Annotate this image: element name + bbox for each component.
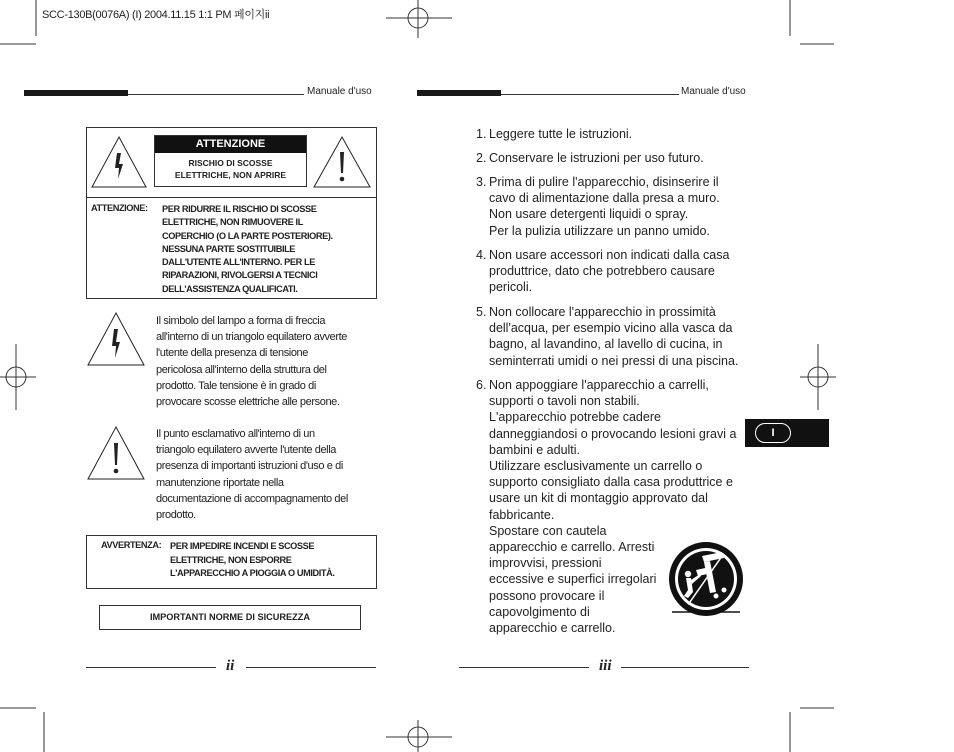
avvertenza-line: ELETTRICHE, NON ESPORRE xyxy=(170,554,292,565)
footer-rule-right xyxy=(621,667,749,668)
cart-tipover-warning-icon xyxy=(666,540,746,618)
list-item-number: 6. xyxy=(476,378,487,392)
list-item-text: Non collocare l'apparecchio in prossimità dell'acqua, per esempio vicino alla vasca da bagno, al lavandino, al lavello di cucina, in seminterrati umidi o nei pressi di una piscina. xyxy=(489,305,739,368)
header-rule xyxy=(501,94,679,95)
list-item-text: Prima di pulire l'apparecchio, disinserire il cavo di alimentazione dalla presa a muro. Non usare detergenti liquidi o spray. Per la pulizia utilizzare un panno umido. xyxy=(489,175,720,238)
header-label: Manuale d'uso xyxy=(307,86,372,97)
warning-line: DELL'ASSISTENZA QUALIFICATI. xyxy=(162,283,298,294)
warning-line: NESSUNA PARTE SOSTITUIBILE xyxy=(162,243,296,254)
lightning-text-line: Il simbolo del lampo a forma di freccia xyxy=(156,315,326,327)
list-item-number: 3. xyxy=(476,175,487,189)
lightning-text-line: provocare scosse elettriche alle persone. xyxy=(156,396,340,409)
avvertenza-line: PER IMPEDIRE INCENDI E SCOSSE xyxy=(170,541,315,551)
exclamation-triangle-icon xyxy=(86,425,146,481)
page-number: ii xyxy=(226,658,235,674)
list-item xyxy=(476,247,746,296)
list-item xyxy=(476,174,746,239)
exclaim-text-line: prodotto. xyxy=(156,509,196,522)
exclamation-triangle-icon xyxy=(312,135,372,189)
footer-rule-left xyxy=(459,667,589,668)
lightning-text-line: all'interno di un triangolo equilatero avverte xyxy=(156,331,347,344)
list-item-text: Leggere tutte le istruzioni. xyxy=(489,127,633,141)
attenzione-title: ATTENZIONE xyxy=(155,136,306,153)
exclaim-text-line: manutenzione riportate nella xyxy=(156,476,284,489)
warning-line: PER RIDURRE IL RISCHIO DI SCOSSE xyxy=(162,204,317,214)
exclaim-text-line: documentazione di accompagnamento del xyxy=(156,492,348,505)
lightning-triangle-icon xyxy=(86,311,146,367)
list-item-text: Non usare accessori non indicati dalla casa produttrice, dato che potrebbero causare pericoli. xyxy=(489,248,730,295)
warning-label: ATTENZIONE: xyxy=(91,203,148,213)
avvertenza-line: L'APPARECCHIO A PIOGGIA O UMIDITÀ. xyxy=(170,568,335,578)
exclaim-text-line: triangolo equilatero avverte l'utente della xyxy=(156,444,336,457)
list-item-number: 5. xyxy=(476,305,487,319)
warning-line: RIPARAZIONI, RIVOLGERSI A TECNICI xyxy=(162,270,318,281)
lightning-triangle-icon xyxy=(90,135,148,189)
exclaim-text-line: Il punto esclamativo all'interno di un xyxy=(156,428,315,440)
warning-line: DALL'UTENTE ALL'INTERNO. PER LE xyxy=(162,257,315,268)
warning-line: ELETTRICHE, NON RIMUOVERE IL xyxy=(162,217,303,228)
list-item-text: Conservare le istruzioni per uso futuro. xyxy=(489,151,704,165)
print-slug: SCC-130B(0076A) (I) 2004.11.15 1:1 PM 페이지ii xyxy=(42,9,270,21)
list-item-number: 1. xyxy=(476,127,487,141)
attenzione-sub-line-2: ELETTRICHE, NON APRIRE xyxy=(174,170,287,180)
language-tab-label: I xyxy=(755,423,791,443)
header-rule xyxy=(128,94,304,95)
header-bar-thick xyxy=(417,90,501,96)
language-tab xyxy=(745,419,829,447)
warning-box-divider xyxy=(87,197,376,198)
list-item-number: 4. xyxy=(476,248,487,262)
lightning-explanation xyxy=(156,313,347,410)
warning-line: COPERCHIO (O LA PARTE POSTERIORE). xyxy=(162,230,333,241)
attenzione-label-box xyxy=(154,135,307,187)
lightning-text-line: prodotto. Tale tensione è in grado di xyxy=(156,379,316,392)
warning-lines xyxy=(162,203,333,296)
page-number: iii xyxy=(599,658,612,674)
avvertenza-lines xyxy=(170,540,335,581)
list-item-number: 2. xyxy=(476,151,487,165)
exclamation-explanation xyxy=(156,426,348,523)
avvertenza-label: AVVERTENZA: xyxy=(101,540,162,550)
footer-rule-left xyxy=(86,667,216,668)
footer-rule-right xyxy=(246,667,376,668)
list-item-text: Non appoggiare l'apparecchio a carrelli, supporti o tavoli non stabili. L'apparecchio potrebbe cadere danneggiandosi o provocando lesioni gravi a bambini e adulti. Utilizzare esclusivamente un carrello o supporto consigliato dalla casa produttrice e usare un kit di montaggio approvato dal fabbricante. Spostare con cautela apparecchio e carrello. Arresti improvvisi, pressioni eccessive e superfici irregolari possono provocare il capovolgimento di apparecchio e carrello. xyxy=(489,378,737,636)
list-item xyxy=(476,150,746,166)
safety-title: IMPORTANTI NORME DI SICUREZZA xyxy=(99,605,361,630)
list-item xyxy=(476,126,746,142)
attenzione-subtext xyxy=(155,157,306,181)
list-item xyxy=(476,304,746,369)
header-bar-thick xyxy=(24,90,128,96)
lightning-text-line: pericolosa all'interno della struttura del xyxy=(156,363,327,376)
attenzione-sub-line-1: RISCHIO DI SCOSSE xyxy=(188,158,273,168)
header-label: Manuale d'uso xyxy=(681,86,746,97)
lightning-text-line: l'utente della presenza di tensione xyxy=(156,347,308,360)
exclaim-text-line: presenza di importanti istruzioni d'uso e di xyxy=(156,460,343,473)
